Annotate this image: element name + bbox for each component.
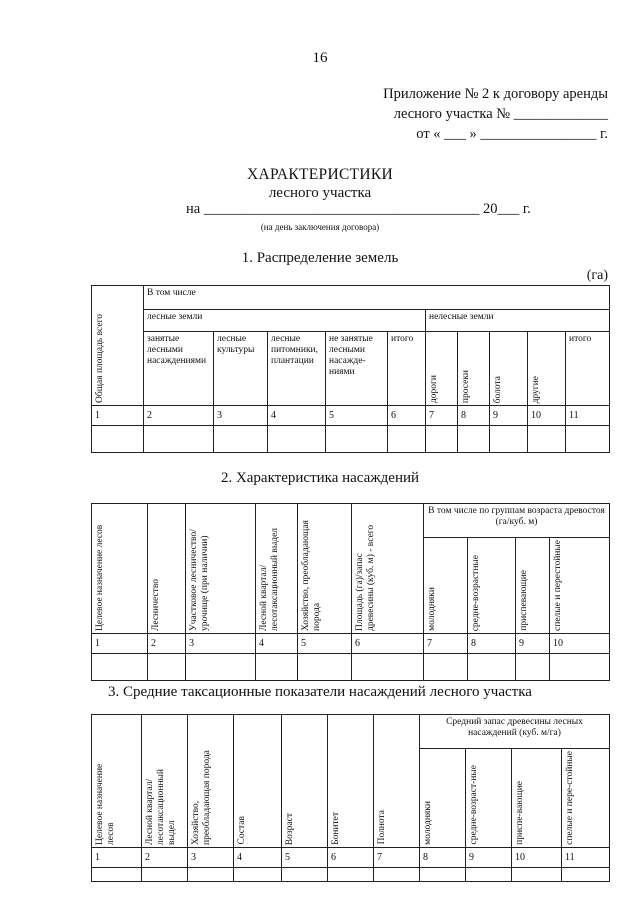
avg-stock-header: Средний запас древесины лесных насаждений (куб. м/га) [420, 715, 610, 749]
col-mature: спелые и перестойные [550, 538, 610, 634]
col-roads: дороги [426, 332, 458, 406]
empty-row [92, 426, 610, 453]
empty-row [92, 867, 610, 881]
incl-header: В том числе [144, 286, 610, 310]
empty-row [92, 653, 610, 680]
col-cultures: лесные культуры [214, 332, 268, 406]
col-age: Возраст [282, 715, 328, 848]
col-swamps: болота [490, 332, 528, 406]
land-distribution-table [91, 285, 610, 453]
col-species: Хозяйство, преобладающая порода [298, 504, 352, 634]
appendix-line-3: от « ___ » ________________ г. [416, 126, 608, 142]
section1-heading: 1. Распределение земель [241, 250, 399, 266]
col-quarter: Лесной квартал/ лесотаксационный выдел [256, 504, 298, 634]
col-middle-aged: средне-возрастные [468, 538, 516, 634]
col-nurseries: лесные питомники, плантации [268, 332, 326, 406]
col-maturing: приспе-вающие [512, 749, 562, 848]
col-site-class: Бонитет [328, 715, 374, 848]
doc-title: ХАРАКТЕРИСТИКИ [246, 166, 394, 183]
appendix-line-2: лесного участка № _____________ [393, 106, 608, 122]
col-composition: Состав [234, 715, 282, 848]
taxation-indicators-table [91, 714, 610, 882]
col-quarter: Лесной квартал/ лесотаксационный выдел [142, 715, 188, 848]
col-clearings: просеки [458, 332, 490, 406]
col-nonforest-total: итого [566, 332, 610, 406]
col-middle-aged: средне-возраст-ные [466, 749, 512, 848]
section3-heading: 3. Средние таксационные показатели насаждений лесного участка [108, 684, 532, 700]
number-row: 1 2 3 4 5 6 7 8 9 10 11 [92, 406, 610, 426]
appendix-block [383, 84, 608, 144]
col-species: Хозяйство, преобладающая порода [188, 715, 234, 848]
section2-heading: 2. Характеристика насаждений [220, 470, 420, 486]
forest-land-header: лесные земли [144, 310, 426, 332]
col-forest-total: итого [388, 332, 426, 406]
col-young: молодняки [420, 749, 466, 848]
stand-characteristics-table [91, 503, 610, 681]
number-row: 1 2 3 4 5 6 7 8 9 10 [92, 633, 610, 653]
age-groups-header: В том числе по группам возраста древостоя (га/куб. м) [424, 504, 610, 538]
col-other: другие [528, 332, 566, 406]
col-total-area: Общая площадь всего [92, 286, 144, 406]
col-area-stock: Площадь (га)/запас древесины (куб. м) - всего [352, 504, 424, 634]
col-purpose: Целевое назначение лесов [92, 715, 142, 848]
col-unoccupied: не занятые лесными насажде-ниями [326, 332, 388, 406]
page-number: 16 [312, 50, 328, 66]
col-purpose: Целевое назначение лесов [92, 504, 148, 634]
col-occupied: занятые лесными насаждениями [144, 332, 214, 406]
section1-unit: (га) [586, 268, 608, 283]
col-maturing: приспевающие [516, 538, 550, 634]
appendix-line-1: Приложение № 2 к договору аренды [383, 86, 608, 102]
col-density: Полнота [374, 715, 420, 848]
date-note: (на день заключения договора) [260, 222, 380, 232]
col-forestry: Лесничество [148, 504, 186, 634]
doc-subtitle: лесного участка [268, 185, 372, 201]
col-district: Участковое лесничество/урочище (при наличии) [186, 504, 256, 634]
col-mature: спелые и пере-стойные [562, 749, 610, 848]
col-young: молодняки [424, 538, 468, 634]
number-row: 1 2 3 4 5 6 7 8 9 10 11 [92, 847, 610, 867]
nonforest-land-header: нелесные земли [426, 310, 610, 332]
date-line: на ______________________________________ 20___ г. [186, 201, 531, 217]
